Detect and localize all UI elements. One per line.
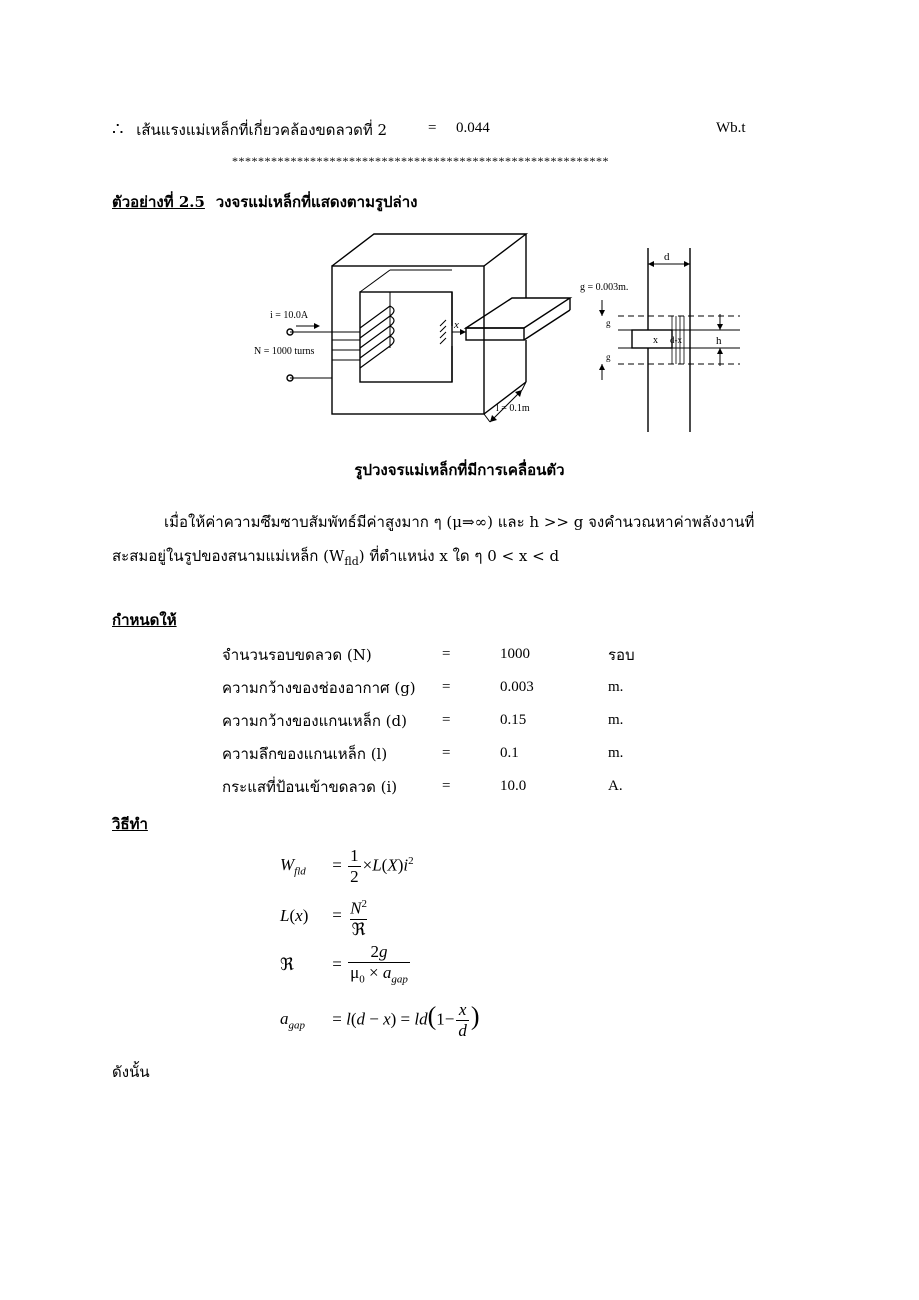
side-x-label: x	[653, 335, 658, 346]
equation-gap-area: $a_{gap} = l(d - x) = ld(1-$ $\frac{x}{d}$ )	[280, 1000, 480, 1040]
figure-caption: รูปวงจรแม่เหล็กที่มีการเคลื่อนตัว	[354, 461, 565, 479]
example-heading	[112, 190, 418, 214]
given-unit: A.	[608, 778, 623, 794]
given-unit: m.	[608, 745, 624, 761]
given-unit: รอบ	[608, 647, 635, 664]
given-row	[222, 770, 668, 803]
solution-heading: วิธีทำ	[112, 815, 148, 833]
given-value: 0.1	[500, 745, 519, 761]
x-label: x	[454, 319, 459, 331]
equation-inductance: L(x) = $\frac{N^2}{\text{ℜ}}$	[280, 898, 367, 939]
given-heading: กำหนดให้	[112, 611, 177, 629]
example-title: วงจรแม่เหล็กที่แสดงตามรูปล่าง	[215, 193, 418, 211]
given-name: กระแสที่ป้อนเข้าขดลวด (i)	[222, 777, 398, 796]
d-label: d	[664, 251, 670, 263]
given-value: 0.003	[500, 679, 534, 695]
separator: **********************************************************	[232, 154, 609, 168]
given-row	[222, 704, 668, 737]
given-name: จำนวนรอบขดลวด (N)	[222, 645, 372, 664]
core-window	[360, 292, 452, 382]
equation-energy: $W_{fld}$ = $\frac{1}{2}$ $\times L(X)i^2$	[280, 846, 414, 886]
g-side-top-label: g	[606, 318, 611, 328]
given-equals: =	[442, 712, 451, 728]
plunger-top	[466, 298, 570, 328]
problem-line-2: สะสมอยู่ในรูปของสนามแม่เหล็ก $(W_{fld})$ ที่ตำแหน่ง x ใด ๆ 0 < x < d	[112, 547, 560, 568]
h-label: h	[716, 335, 722, 347]
example-label: ตัวอย่างที่ 2.5	[112, 193, 205, 211]
core-drawing	[287, 234, 570, 422]
given-value: 0.15	[500, 712, 527, 728]
core-top-face	[332, 234, 526, 266]
equation-reluctance: ℜ = $\frac{2g}{\mu_0 \times a_{gap}}$	[280, 942, 412, 989]
result-equals: =	[428, 120, 437, 136]
problem-line-1: เมื่อให้ค่าความซึมซาบสัมพัทธ์มีค่าสูงมาก ๆ (μ⇒∞) และ h >> g จงคำนวณหาค่าพลังงานที่	[164, 513, 755, 531]
conclusion-text: ดังนั้น	[112, 1063, 150, 1081]
given-row	[222, 737, 668, 770]
g-side-bottom-label: g	[606, 352, 611, 362]
gap-label: g = 0.003m.	[580, 282, 629, 293]
magnetic-circuit-figure	[240, 228, 760, 443]
given-name: ความกว้างของช่องอากาศ (g)	[222, 678, 416, 697]
given-unit: m.	[608, 712, 624, 728]
w-subscript: fld	[344, 555, 359, 568]
given-equals: =	[442, 778, 451, 794]
given-row	[222, 671, 668, 704]
given-name: ความกว้างของแกนเหล็ก (d)	[222, 711, 407, 730]
given-equals: =	[442, 646, 451, 662]
given-row	[222, 638, 668, 671]
result-value: 0.044	[456, 120, 490, 136]
current-label: i = 10.0A	[270, 310, 309, 321]
given-table	[222, 638, 668, 803]
turns-label: N = 1000 turns	[254, 346, 315, 357]
depth-label: l = 0.1m	[496, 403, 530, 414]
given-equals: =	[442, 679, 451, 695]
plunger-front	[466, 328, 524, 340]
result-text: เส้นแรงแม่เหล็กที่เกี่ยวคล้องขดลวดที่ 2	[136, 121, 388, 139]
given-value: 10.0	[500, 778, 527, 794]
therefore-symbol: ∴	[112, 119, 124, 140]
given-value: 1000	[500, 646, 530, 662]
given-unit: m.	[608, 679, 624, 695]
dx-label: d-x	[670, 335, 682, 345]
result-unit: Wb.t	[716, 120, 746, 136]
result-line	[112, 118, 387, 142]
given-equals: =	[442, 745, 451, 761]
window-depth-line	[360, 270, 390, 292]
given-name: ความลึกของแกนเหล็ก (l)	[222, 744, 388, 763]
